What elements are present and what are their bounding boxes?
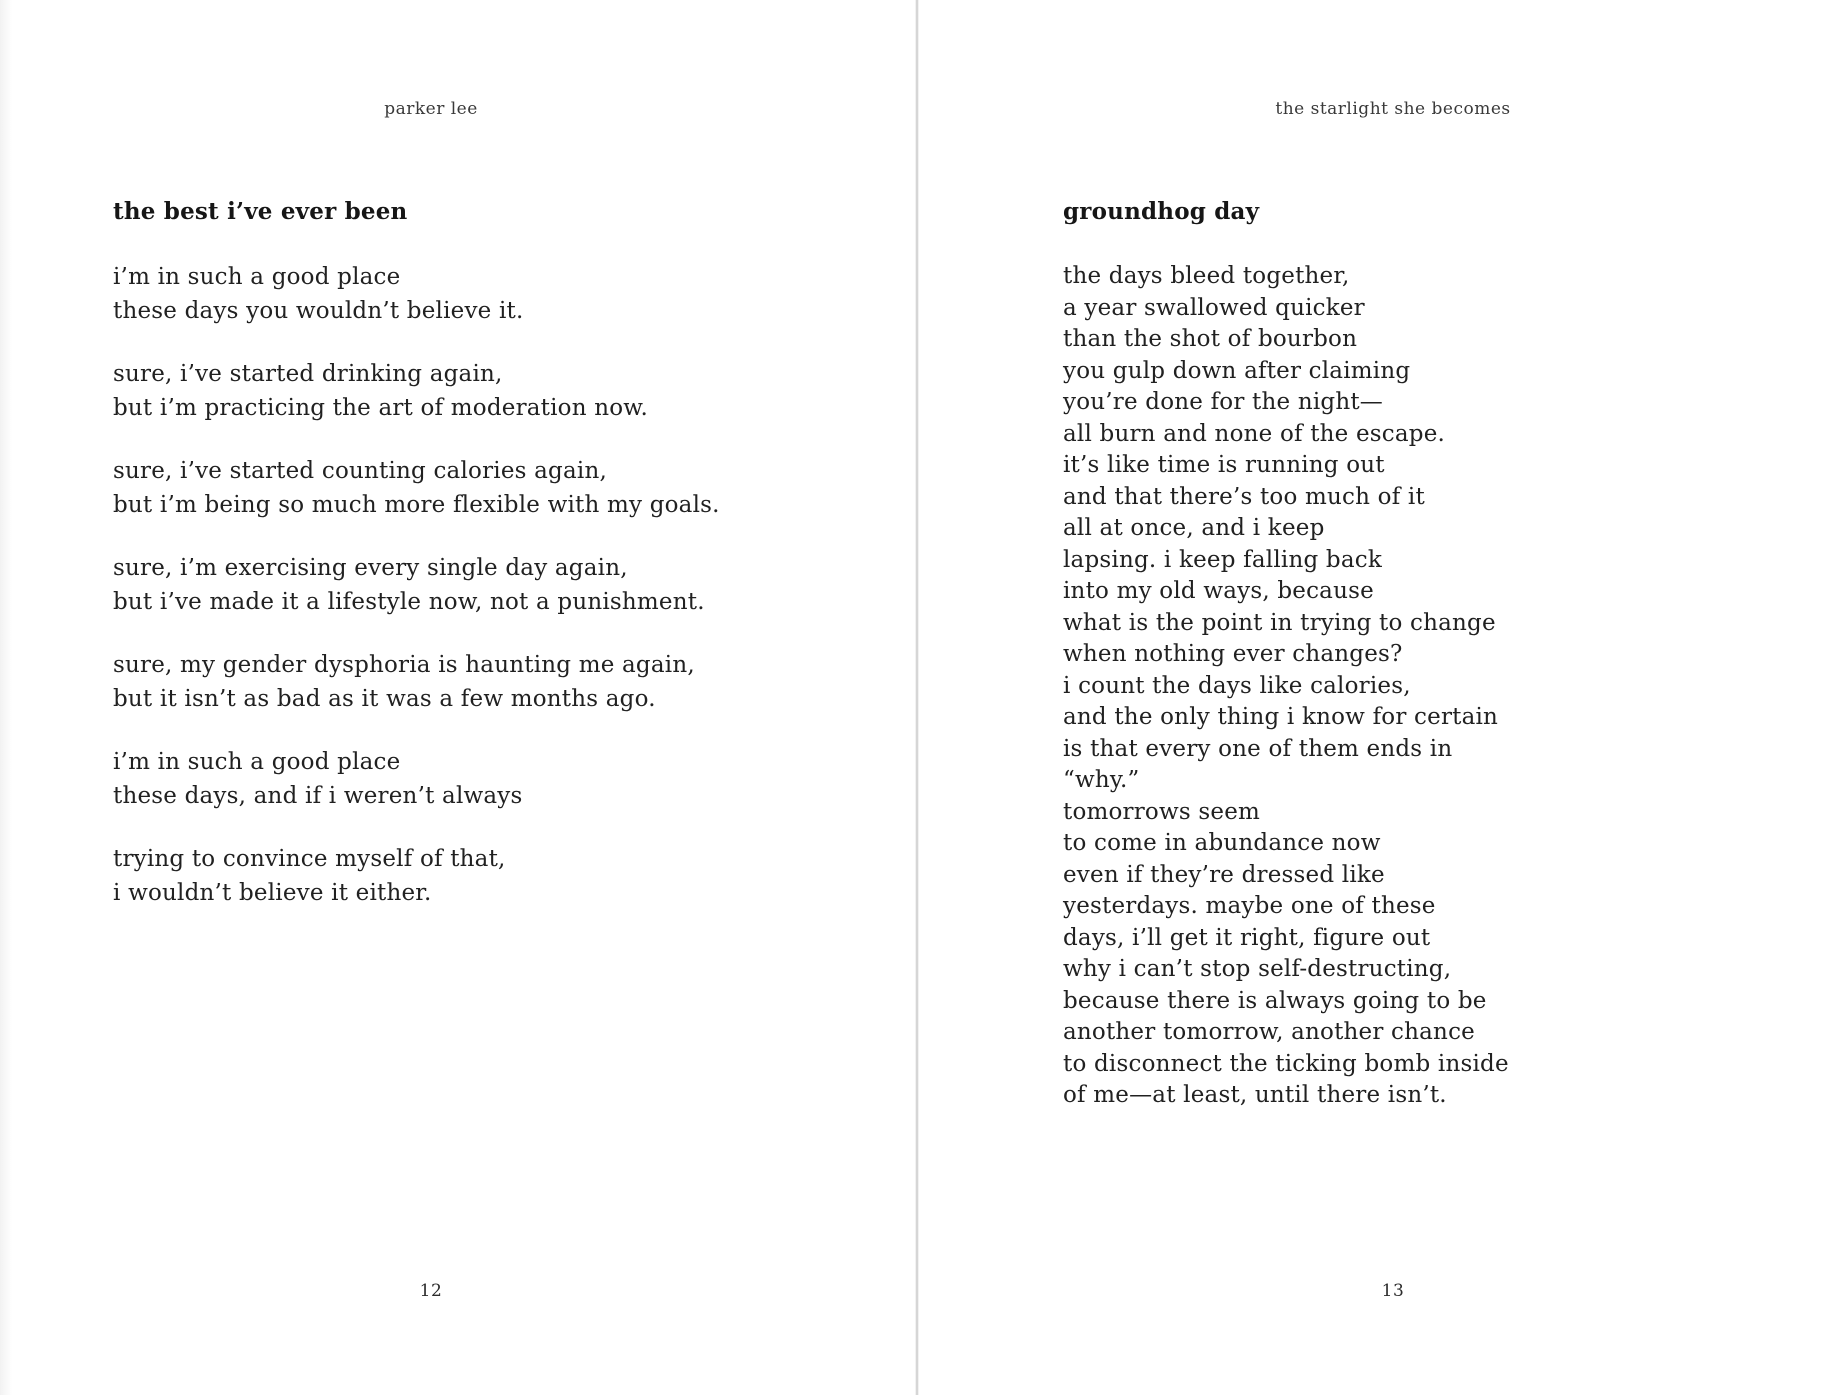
poem-line: tomorrows seem xyxy=(1063,798,1261,825)
stanza xyxy=(113,454,749,522)
stanza xyxy=(113,842,749,910)
poem-line: “why.” xyxy=(1063,767,1140,793)
poem-line: than the shot of bourbon xyxy=(1063,326,1358,352)
poem-line: to come in abundance now xyxy=(1063,830,1381,856)
poem-line: but it isn’t as bad as it was a few months ago. xyxy=(113,686,656,712)
poem-line: you gulp down after claiming xyxy=(1063,357,1411,384)
left-page xyxy=(113,0,749,1395)
poem-line: yesterdays. maybe one of these xyxy=(1063,893,1436,919)
poem-line: all at once, and i keep xyxy=(1063,515,1325,541)
stanza xyxy=(113,648,749,716)
poem-line: the days bleed together, xyxy=(1063,263,1350,289)
poem-line: and that there’s too much of it xyxy=(1063,483,1425,510)
poem-line: these days you wouldn’t believe it. xyxy=(113,298,524,324)
page-number-left: 12 xyxy=(419,1281,443,1301)
poem-title-left: the best i’ve ever been xyxy=(113,198,408,225)
poem-line: why i can’t stop self-destructing, xyxy=(1063,956,1452,982)
poem-line: sure, my gender dysphoria is haunting me again, xyxy=(113,652,695,678)
poem-line: but i’m practicing the art of moderation now. xyxy=(113,395,648,421)
stanza xyxy=(113,260,749,328)
poem-line: into my old ways, because xyxy=(1063,578,1374,604)
poem-line: you’re done for the night— xyxy=(1063,389,1383,415)
stanza xyxy=(113,551,749,619)
page-gutter-divider xyxy=(915,0,919,1395)
poem-line: sure, i’m exercising every single day again, xyxy=(113,555,628,581)
poem-line: i’m in such a good place xyxy=(113,749,401,775)
poem-line: i’m in such a good place xyxy=(113,264,401,290)
page-number-right: 13 xyxy=(1381,1281,1405,1301)
running-header-author: parker lee xyxy=(384,99,478,119)
poem-line: because there is always going to be xyxy=(1063,987,1487,1014)
poem-line: and the only thing i know for certain xyxy=(1063,704,1499,730)
poem-line: is that every one of them ends in xyxy=(1063,735,1453,762)
poem-line: i wouldn’t believe it either. xyxy=(113,880,432,906)
poem-line: sure, i’ve started counting calories again, xyxy=(113,458,607,484)
poem-line: sure, i’ve started drinking again, xyxy=(113,361,503,387)
poem-line: lapsing. i keep falling back xyxy=(1063,546,1382,573)
poem-line: these days, and if i weren’t always xyxy=(113,783,523,809)
poem-line: another tomorrow, another chance xyxy=(1063,1019,1475,1045)
poem-line: a year swallowed quicker xyxy=(1063,294,1365,321)
poem-line: all burn and none of the escape. xyxy=(1063,420,1446,447)
poem-line: but i’m being so much more flexible with my goals. xyxy=(113,492,720,518)
poem-line: it’s like time is running out xyxy=(1063,452,1385,478)
poem-line: what is the point in trying to change xyxy=(1063,609,1496,636)
stanza xyxy=(113,745,749,813)
scan-edge-shadow xyxy=(0,0,12,1395)
poem-line: of me—at least, until there isn’t. xyxy=(1063,1082,1447,1108)
running-header-book-title: the starlight she becomes xyxy=(1275,99,1511,119)
stanza xyxy=(113,357,749,425)
poem-line: trying to convince myself of that, xyxy=(113,846,506,872)
poem-line: when nothing ever changes? xyxy=(1063,641,1403,667)
poem-line: even if they’re dressed like xyxy=(1063,861,1385,888)
poem-line: but i’ve made it a lifestyle now, not a punishment. xyxy=(113,589,705,615)
left-poem xyxy=(113,260,749,939)
poem-line: to disconnect the ticking bomb inside xyxy=(1063,1050,1509,1077)
right-page xyxy=(1063,0,1723,1395)
poem-line: days, i’ll get it right, figure out xyxy=(1063,924,1431,951)
right-poem xyxy=(1063,261,1723,1112)
poem-line: i count the days like calories, xyxy=(1063,672,1411,699)
poem-title-right: groundhog day xyxy=(1063,198,1260,225)
